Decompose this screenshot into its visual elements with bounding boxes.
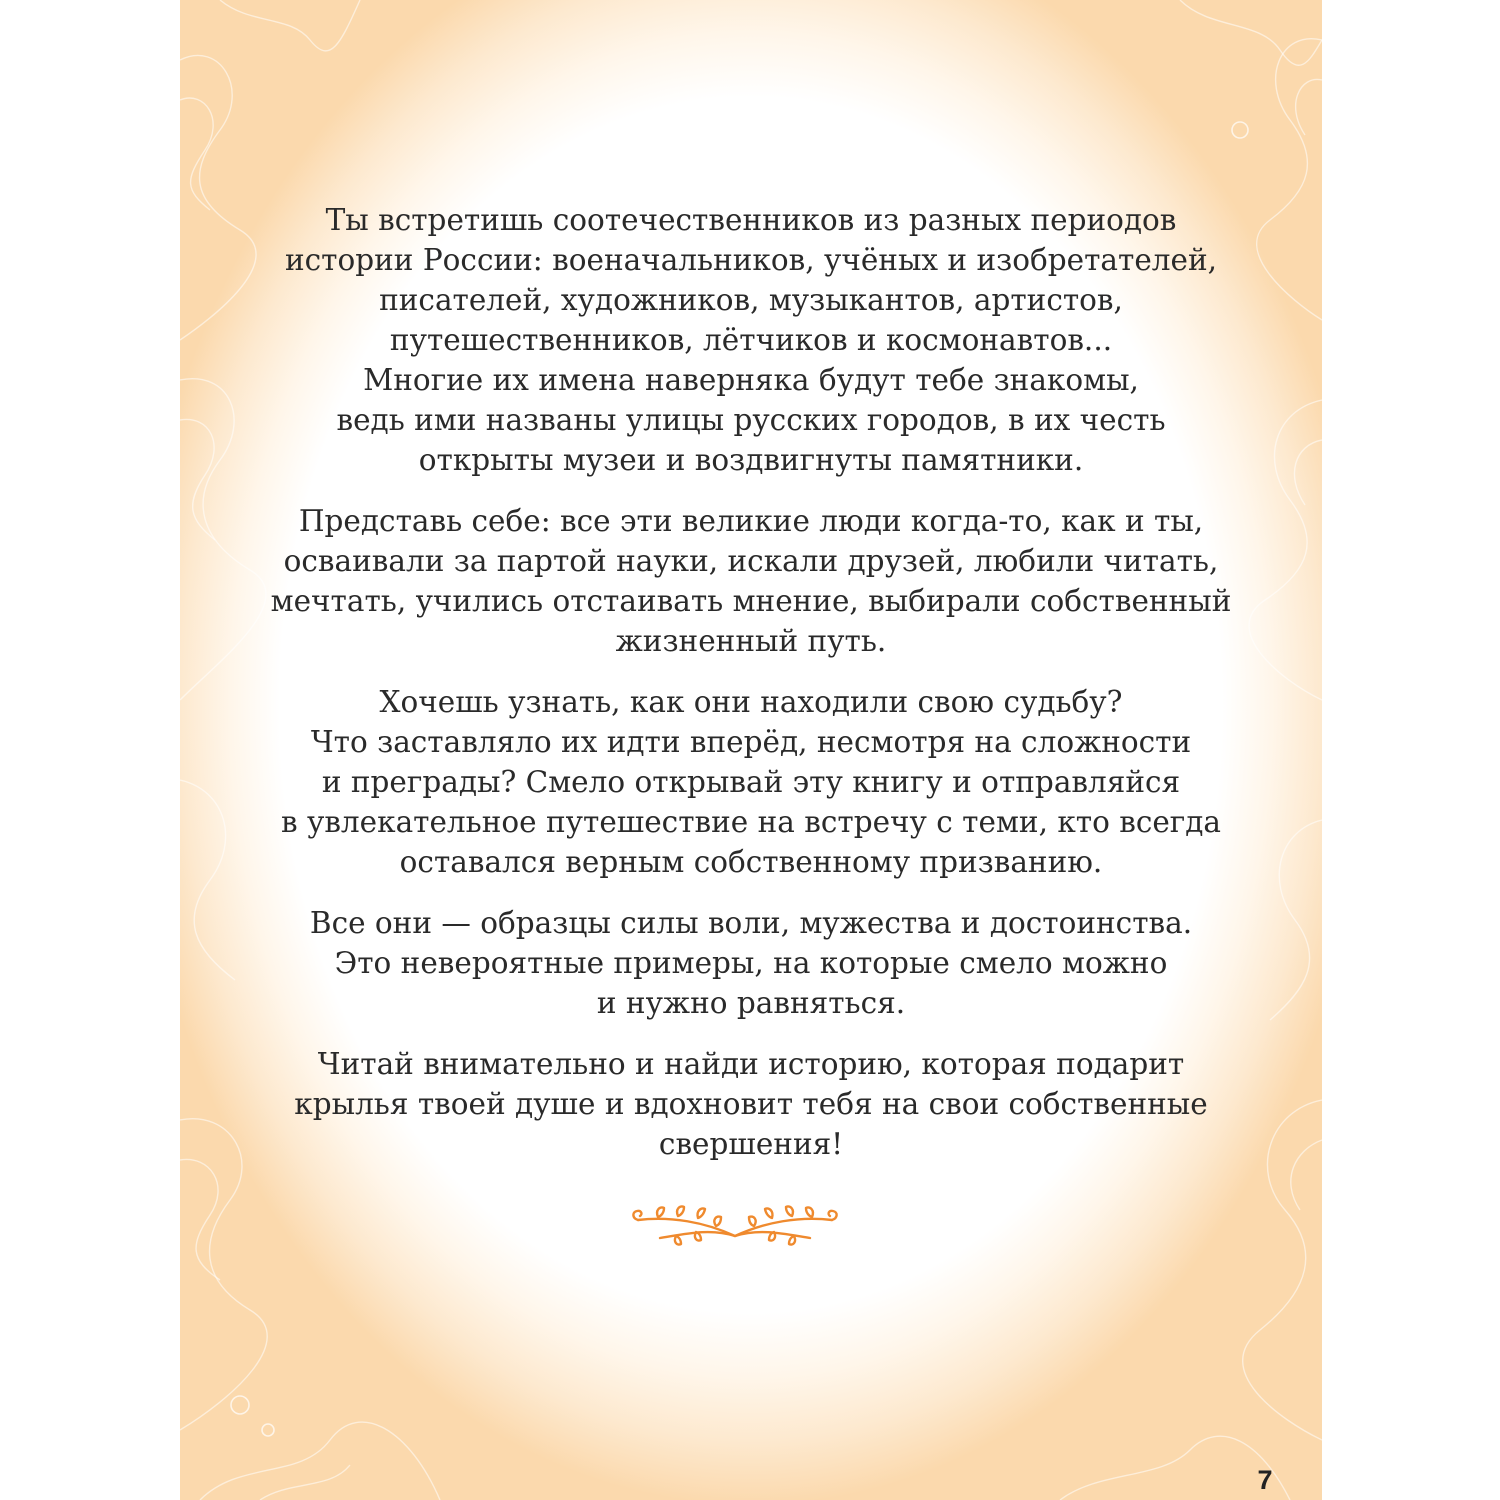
laurel-divider-icon	[630, 1198, 840, 1248]
text-line: Читай внимательно и найди историю, которая подарит	[317, 1047, 1185, 1081]
text-line: ведь ими названы улицы русских городов, в их честь	[336, 403, 1166, 437]
text-line: и нужно равняться.	[596, 986, 906, 1020]
text-line: Все они — образцы силы воли, мужества и достоинства.	[309, 906, 1193, 940]
text-line: в увлекательное путешествие на встречу с теми, кто всегда	[280, 805, 1222, 839]
text-line: свершения!	[658, 1127, 844, 1161]
text-line: Многие их имена наверняка будут тебе знакомы,	[363, 363, 1139, 397]
text-line: путешественников, лётчиков и космонавтов...	[389, 323, 1113, 357]
text-line: Ты встретишь соотечественников из разных периодов	[325, 203, 1177, 237]
text-line: мечтать, учились отстаивать мнение, выбирали собственный	[270, 584, 1232, 618]
text-line: истории России: военачальников, учёных и изобретателей,	[284, 243, 1218, 277]
text-line: Это невероятные примеры, на которые смело можно	[334, 946, 1168, 980]
text-line: писателей, художников, музыкантов, артистов,	[379, 283, 1123, 317]
page-number: 7	[1257, 1465, 1273, 1495]
paragraph	[220, 501, 1282, 661]
text-line: осваивали за партой науки, искали друзей, любили читать,	[283, 544, 1219, 578]
text-line: открыты музеи и воздвигнуты памятники.	[418, 443, 1084, 477]
body-text	[220, 200, 1282, 1185]
text-line: Представь себе: все эти великие люди когда-то, как и ты,	[298, 504, 1204, 538]
paragraph	[220, 1044, 1282, 1164]
text-line: жизненный путь.	[615, 624, 887, 658]
book-page	[180, 0, 1322, 1500]
text-line: Что заставляло их идти вперёд, несмотря на сложности	[310, 725, 1192, 759]
text-line: крылья твоей душе и вдохновит тебя на свои собственные	[294, 1087, 1208, 1121]
text-line: оставался верным собственному призванию.	[399, 845, 1103, 879]
text-line: Хочешь узнать, как они находили свою судьбу?	[379, 685, 1123, 719]
text-line: и преграды? Смело открывай эту книгу и отправляйся	[321, 765, 1181, 799]
paragraph	[220, 903, 1282, 1023]
paragraph	[220, 682, 1282, 882]
paragraph	[220, 200, 1282, 480]
